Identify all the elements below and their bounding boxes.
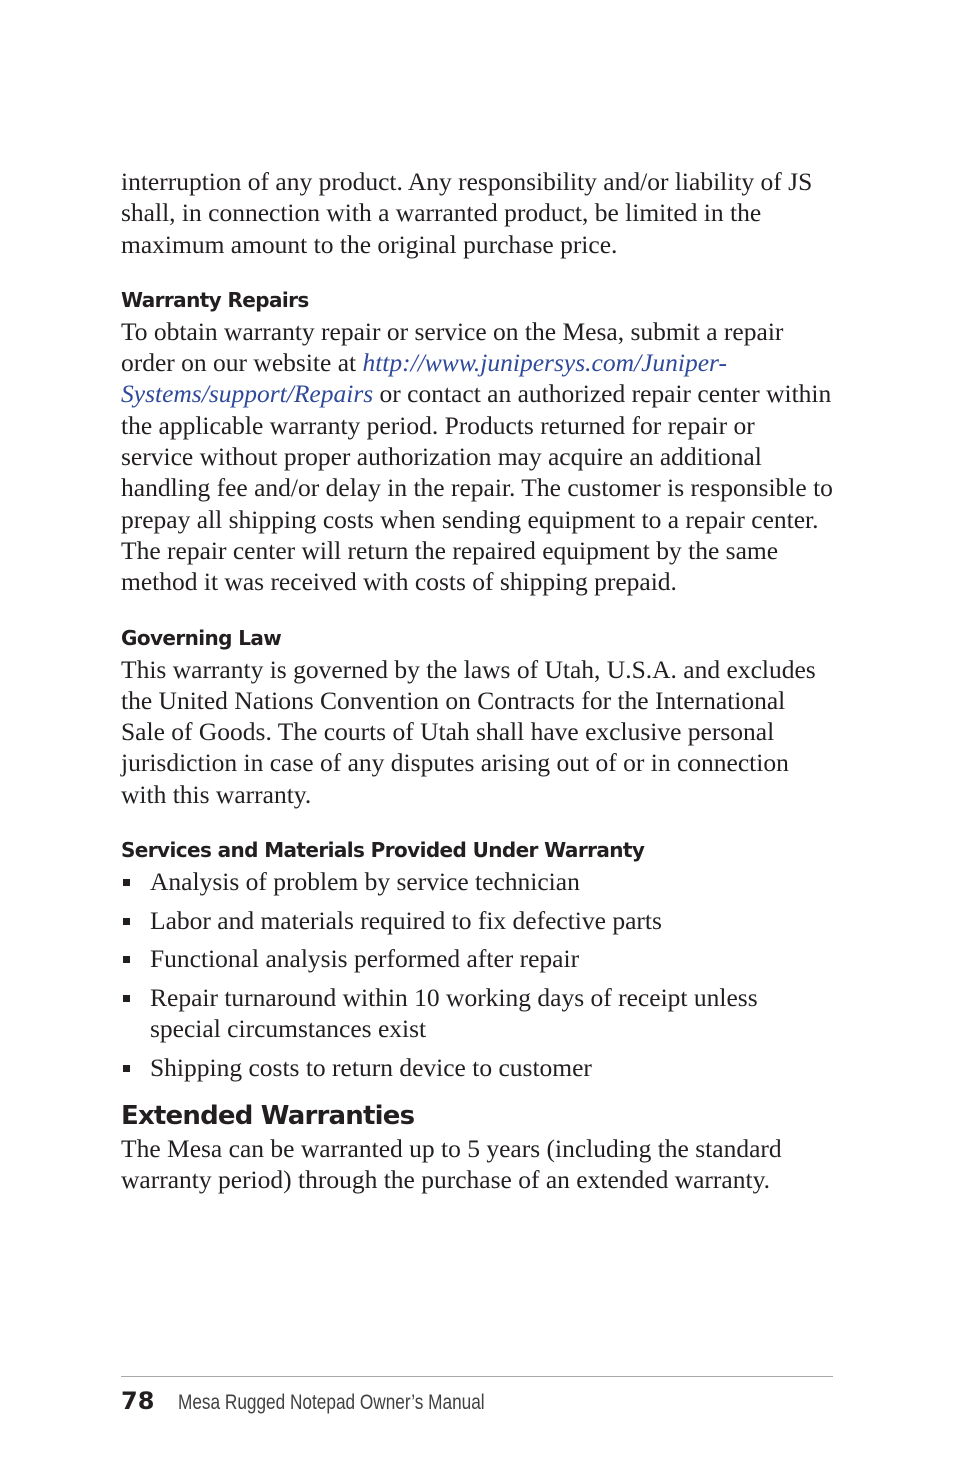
square-bullet-icon: [123, 879, 130, 886]
manual-title: Mesa Rugged Notepad Owner’s Manual: [178, 1391, 486, 1414]
repairs-link[interactable]: http://www.junipersys.com/Juniper-Systems/support/Repairs: [121, 348, 727, 409]
square-bullet-icon: [123, 956, 130, 963]
list-item-text: Repair turnaround within 10 working days of receipt unless special circumstances exist: [150, 982, 758, 1044]
square-bullet-icon: [123, 918, 130, 925]
intro-paragraph: interruption of any product. Any responsibility and/or liability of JS shall, in connection with a warranted product, be limited in the maximum amount to the original purchase price.: [121, 167, 813, 259]
list-item-text: Analysis of problem by service technician: [150, 867, 580, 897]
services-heading: Services and Materials Provided Under Warranty: [121, 838, 645, 863]
square-bullet-icon: [123, 995, 130, 1002]
list-item-text: Shipping costs to return device to customer: [150, 1052, 592, 1082]
warranty-repairs-heading: Warranty Repairs: [121, 287, 309, 312]
list-item: [121, 1052, 833, 1083]
list-item: [121, 866, 833, 897]
list-item-text: Functional analysis performed after repair: [150, 944, 580, 974]
services-list: [121, 866, 833, 1083]
page-footer: [121, 1376, 833, 1415]
page-number: 78: [121, 1387, 155, 1415]
list-item-text: Labor and materials required to fix defective parts: [150, 905, 662, 935]
warranty-repairs-paragraph: [121, 316, 833, 598]
extended-warranties-heading: Extended Warranties: [121, 1101, 415, 1132]
extended-warranties-paragraph: The Mesa can be warranted up to 5 years (including the standard warranty period) through the purchase of an extended warranty.: [121, 1134, 782, 1195]
square-bullet-icon: [123, 1065, 130, 1072]
list-item: [121, 905, 833, 936]
footer-content: [121, 1387, 833, 1415]
warranty-repairs-text-before-link: To obtain warranty repair or service on the Mesa, submit a repair order on our website at: [121, 316, 784, 378]
list-item: [121, 943, 833, 974]
page-content: [121, 166, 833, 1196]
list-item: [121, 982, 833, 1045]
warranty-repairs-text-after-link: or contact an authorized repair center within the applicable warranty period. Products returned for repair or service without proper authorization may acquire an additional handling fee and/or delay in the repair. The customer is responsible to prepay all shipping costs when sending equipment to a repair center. The repair center will return the repaired equipment by the same method it was received with costs of shipping prepaid.: [121, 379, 833, 597]
governing-law-paragraph: This warranty is governed by the laws of Utah, U.S.A. and excludes the United Nations Convention on Contracts for the International Sale of Goods. The courts of Utah shall have exclusive personal jurisdiction in case of any disputes arising out of or in connection with this warranty.: [121, 654, 816, 809]
governing-law-heading: Governing Law: [121, 625, 282, 650]
